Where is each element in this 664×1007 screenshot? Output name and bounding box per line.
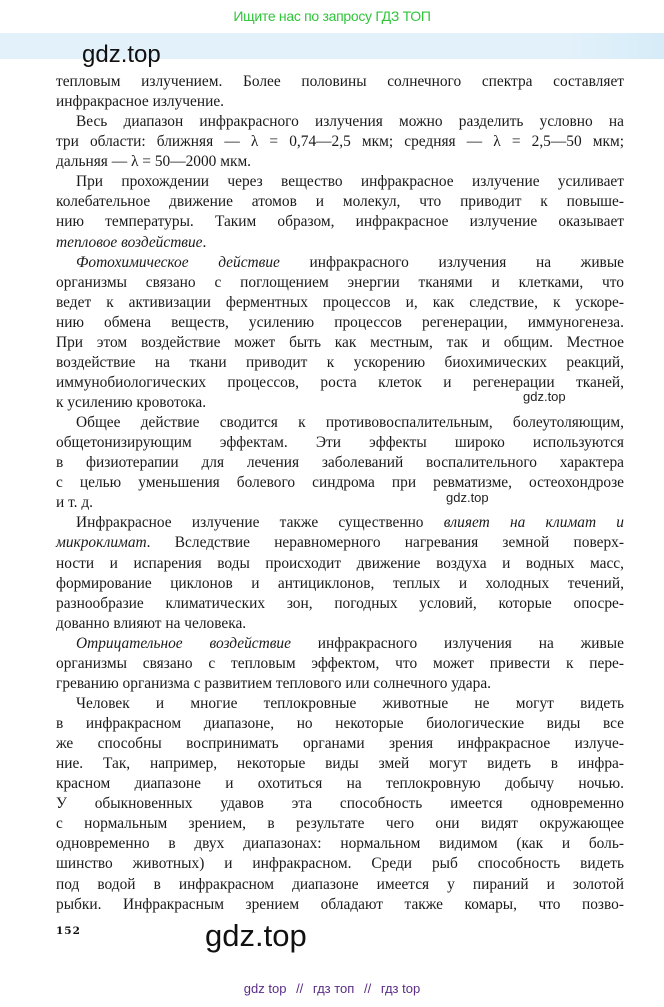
text-line [56, 694, 624, 714]
text-segment: и т. д. [56, 494, 94, 512]
text-line [56, 834, 624, 854]
text-segment: Весь диапазон инфракрасного излучения можно разделить условно на [76, 113, 624, 131]
text-segment: к усилению кровотока. [56, 394, 207, 411]
text-segment: с целью уменьшения болевого синдрома при ревматизме, остеохондрозе [56, 474, 624, 492]
text-segment: дальняя — λ = 50—2000 мкм. [56, 153, 252, 171]
text-line [56, 574, 624, 594]
text-line [56, 293, 624, 313]
footer-watermark: gdz.top [205, 918, 307, 953]
text-segment: У обыкновенных удавов эта способность имеется одновременно [56, 795, 624, 813]
text-segment: формирование циклонов и антициклонов, теплых и холодных течений, [56, 574, 624, 592]
text-segment: рыбки. Инфракрасным зрением обладают также комары, что позво- [56, 895, 624, 913]
footer-link-gdz-top[interactable]: gdz top [243, 981, 287, 996]
text-line [56, 353, 624, 373]
text-line [56, 734, 624, 754]
text-segment: инфракрасное излучение. [56, 93, 225, 111]
text-line [56, 413, 624, 433]
text-line [56, 132, 624, 152]
text-line [56, 513, 624, 533]
text-segment: тепловым излучением. Более половины солнечного спектра составляет [56, 73, 624, 90]
text-segment: При этом воздействие может быть как местным, так и общим. Местное [56, 333, 624, 351]
separator: // [363, 981, 372, 996]
text-line [56, 533, 624, 553]
text-segment: иммунобиологических процессов, роста клеток и регенерации тканей, [56, 373, 624, 391]
text-line [56, 453, 624, 473]
italic-term: Фотохимическое действие [76, 253, 280, 271]
text-line [56, 875, 624, 895]
text-line [56, 554, 624, 574]
watermark: gdz.top [523, 389, 566, 404]
text-line [56, 814, 624, 834]
text-segment: разнообразие климатических зон, погодных условий, которые опосре- [56, 594, 624, 612]
text-segment: ние. Так, например, некоторые виды змей могут видеть в инфра- [56, 755, 624, 773]
text-line [56, 594, 624, 614]
text-segment: организмы связано с поглощением энергии тканями и клетками, что [56, 273, 624, 291]
text-segment: одновременно в двух диапазонах: нормальном видимом (как и боль- [56, 835, 624, 853]
text-segment: три области: ближняя — λ = 0,74—2,5 мкм; средняя — λ = 2,5—50 мкм; [56, 133, 624, 151]
text-segment: ведет к активизации ферментных процессов и, как следствие, к ускоре- [56, 293, 624, 311]
text-line [56, 433, 624, 453]
text-segment: в физиотерапии для лечения заболеваний воспалительного характера [56, 454, 624, 472]
text-line [56, 72, 624, 92]
text-segment: шинство животных) и инфракрасном. Среди рыб способность видеть [56, 855, 624, 873]
footer-link-gdz-top-mixed[interactable]: гдз top [380, 981, 421, 996]
text-segment: греванию организма с развитием теплового или солнечного удара. [56, 674, 491, 692]
text-segment: Общее действие сводится к противовоспалительным, болеутоляющим, [76, 414, 624, 432]
text-line [56, 473, 624, 493]
text-line [56, 493, 624, 513]
text-line [56, 92, 624, 112]
page-number: 152 [56, 925, 81, 937]
text-segment: Инфракрасное излучение также существенно [76, 514, 444, 532]
text-segment: колебательное движение атомов и молекул, что приводит к повыше- [56, 193, 624, 211]
footer-link-gdz-top-ru[interactable]: гдз топ [312, 981, 355, 996]
text-line [56, 654, 624, 674]
text-segment: . Вследствие неравномерного нагревания земной поверх- [146, 534, 624, 552]
text-line [56, 674, 624, 694]
text-line [56, 233, 624, 253]
text-line [56, 634, 624, 654]
text-line [56, 212, 624, 232]
text-segment: Человек и многие теплокровные животные не могут видеть [76, 694, 624, 712]
text-segment: нию обмена веществ, усилению процессов регенерации, иммуногенеза. [56, 313, 624, 331]
text-line [56, 192, 624, 212]
italic-term: микроклимат [56, 534, 147, 552]
text-segment: инфракрасного излучения на живые [290, 634, 624, 652]
text-segment: При прохождении через вещество инфракрасное излучение усиливает [76, 173, 624, 191]
text-line [56, 895, 624, 915]
text-line [56, 172, 624, 192]
italic-term: тепловое воздействие [56, 233, 203, 251]
text-segment: воздействие на ткани приводит к ускорению биохимических реакций, [56, 353, 624, 371]
text-segment: . [202, 233, 207, 251]
text-line [56, 253, 624, 273]
text-segment: ности и испарения воды происходит движение воздуха и водных масс, [56, 554, 624, 572]
header-watermark: gdz.top [82, 41, 161, 68]
text-line [56, 754, 624, 774]
text-segment: красном диапазоне и охотиться на теплокровную добычу ночью. [56, 775, 624, 793]
text-segment: нию температуры. Таким образом, инфракрасное излучение оказывает [56, 213, 624, 231]
separator: // [296, 981, 304, 996]
text-line [56, 273, 624, 293]
text-line [56, 152, 624, 172]
text-segment: общетонизирующим эффектам. Эти эффекты широко используются [56, 434, 624, 452]
watermark: gdz.top [446, 490, 489, 505]
text-line [56, 774, 624, 794]
search-banner: Ищите нас по запросу ГДЗ ТОП [233, 8, 431, 24]
page-text [56, 72, 624, 915]
text-line [56, 313, 624, 333]
text-line [56, 854, 624, 874]
text-line [56, 614, 624, 634]
text-segment: под водой в инфракрасном диапазоне имеется у пираний и золотой [56, 875, 624, 893]
text-segment: же способны воспринимать органами зрения инфракрасное излуче- [56, 735, 624, 753]
text-line [56, 794, 624, 814]
text-segment: инфракрасного излучения на живые [279, 253, 624, 271]
text-segment: дованно влияют на человека. [56, 614, 247, 632]
italic-term: Отрицательное воздействие [76, 634, 291, 652]
text-segment: с нормальным зрением, в результате чего они видят окружающее [56, 815, 624, 833]
text-line [56, 714, 624, 734]
text-segment: в инфракрасном диапазоне, но некоторые биологические виды все [56, 715, 624, 732]
text-segment: организмы связано с тепловым эффектом, что может привести к пере- [56, 654, 624, 672]
text-line [56, 333, 624, 353]
text-line [56, 112, 624, 132]
italic-term: влияет на климат и [443, 514, 625, 532]
footer-links [0, 980, 664, 998]
